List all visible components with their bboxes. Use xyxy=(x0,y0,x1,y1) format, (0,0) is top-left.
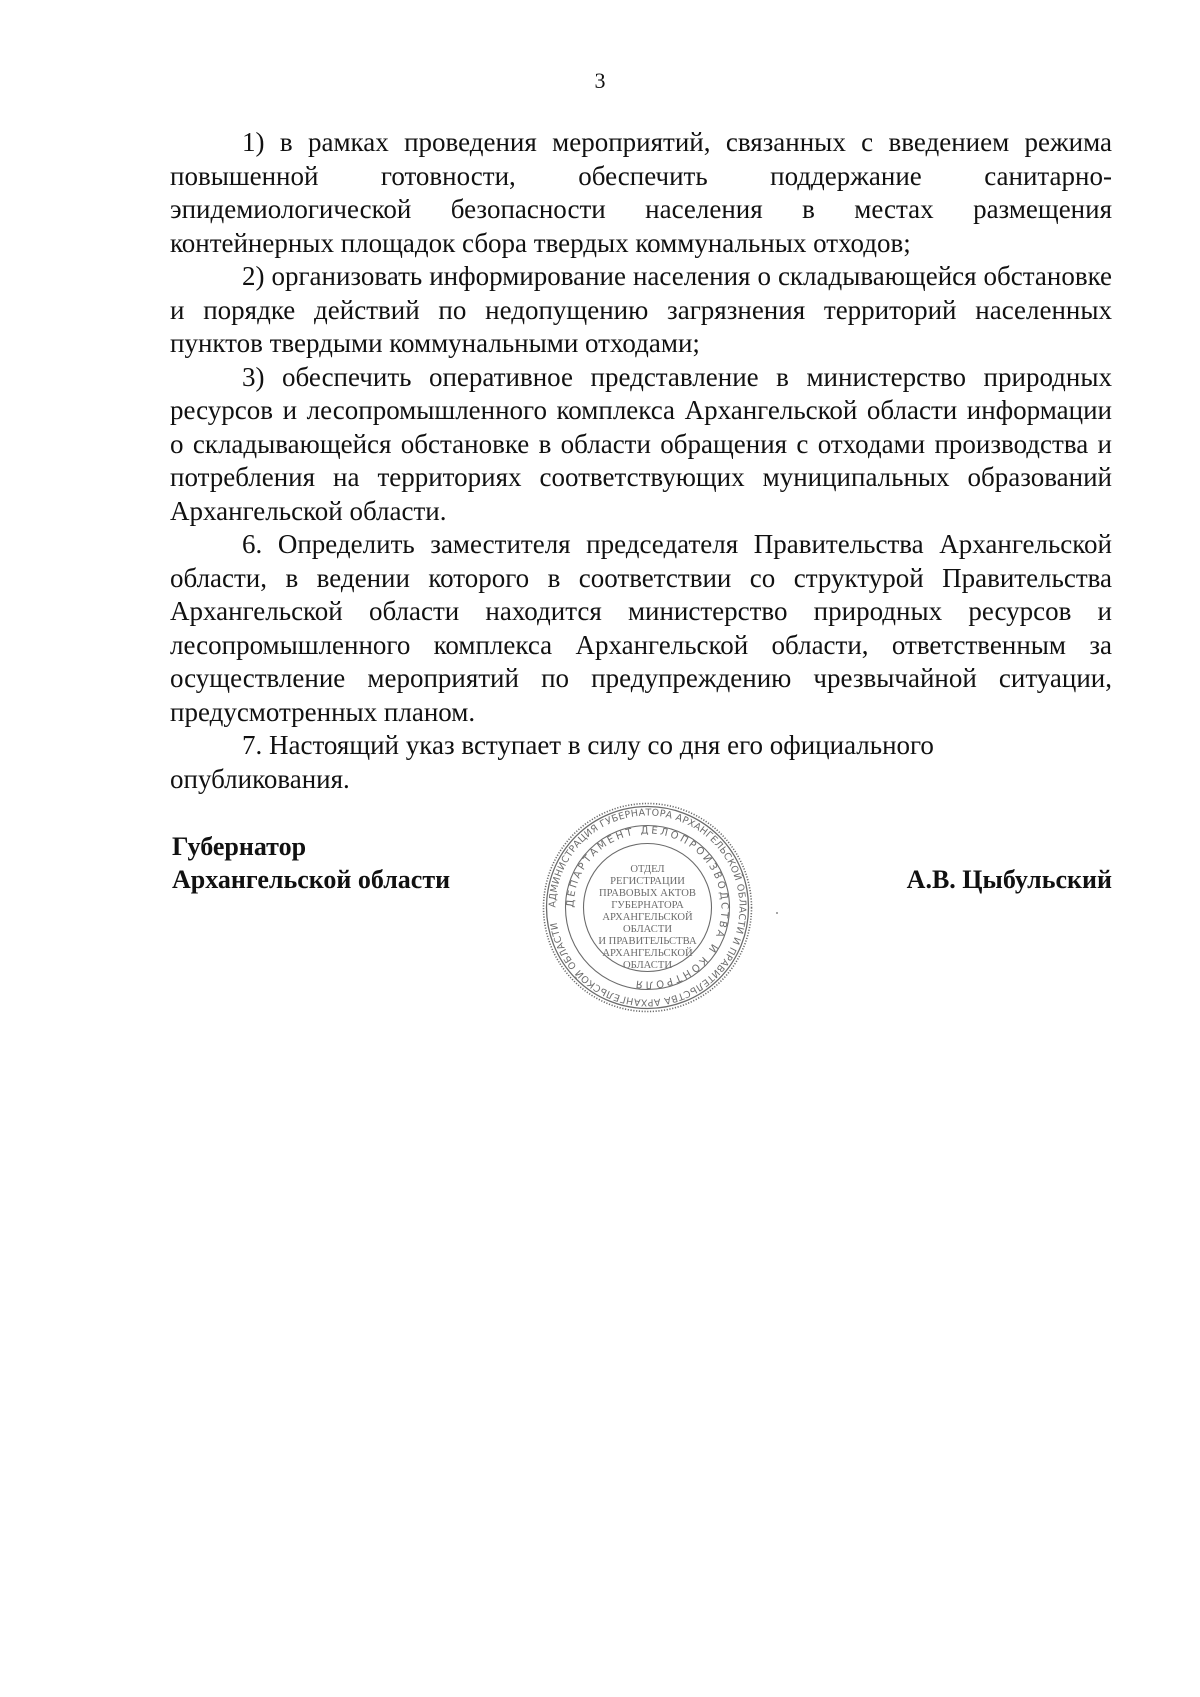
official-seal xyxy=(540,800,755,1015)
scan-speck xyxy=(776,912,778,914)
paragraph-item-6: 6. Определить заместителя председателя Правительства Архангельской области, в ведении которого в соответствии со структурой Правительства Архангельской области находится министерство природных ресурсов и лесопромышленного комплекса Архангельской области, ответственным за осуществление мероприятий по предупреждению чрезвычайной ситуации, предусмотренных планом. xyxy=(170,529,1112,727)
signatory-title xyxy=(172,830,450,896)
seal-inner-ring-text: ДЕПАРТАМЕНТ ДЕЛОПРОИЗВОДСТВА И КОНТРОЛЯ xyxy=(565,825,730,990)
paragraph-item-2: 2) организовать информирование населения о складывающейся обстановке и порядке действий по недопущению загрязнения территорий населенных пунктов твердыми коммунальными отходами; xyxy=(170,261,1112,358)
paragraph-item-7: 7. Настоящий указ вступает в силу со дня его официального опубликования. xyxy=(170,730,934,794)
seal-center-line: РЕГИСТРАЦИИ xyxy=(610,876,685,887)
seal-center-line: ПРАВОВЫХ АКТОВ xyxy=(599,888,696,899)
signatory-title-line-2: Архангельской области xyxy=(172,865,451,894)
seal-center-line: ОТДЕЛ xyxy=(630,864,665,875)
seal-center-line: ОБЛАСТИ xyxy=(623,960,672,971)
signatory-name: А.В. Цыбульский xyxy=(906,865,1112,894)
seal-center-line: И ПРАВИТЕЛЬСТВА xyxy=(598,936,697,947)
seal-center-line: ОБЛАСТИ xyxy=(623,924,672,935)
signatory-title-line-1: Губернатор xyxy=(172,832,307,861)
seal-center-line: ГУБЕРНАТОРА xyxy=(611,900,684,911)
paragraph-item-3: 3) обеспечить оперативное представление в министерство природных ресурсов и лесопромышленного комплекса Архангельской области информации о складывающейся обстановке в области обращения с отходами производства и потребления на территориях соответствующих муниципальных образований Архангельской области. xyxy=(170,361,1112,526)
paragraph-item-1: 1) в рамках проведения мероприятий, связанных с введением режима повышенной готовности, обеспечить поддержание санитарно-эпидемиологической безопасности населения в местах размещения контейнерных площадок сбора твердых коммунальных отходов; xyxy=(170,127,1112,258)
page-number: 3 xyxy=(594,68,606,93)
seal-center-line: АРХАНГЕЛЬСКОЙ xyxy=(602,912,693,923)
seal-center-line: АРХАНГЕЛЬСКОЙ xyxy=(602,948,693,959)
document-body xyxy=(170,126,1112,796)
seal-outer-ring-text: АДМИНИСТРАЦИЯ ГУБЕРНАТОРА АРХАНГЕЛЬСКОЙ ОБЛАСТИ И ПРАВИТЕЛЬСТВА АРХАНГЕЛЬСКОЙ ОБЛАСТИ xyxy=(547,807,748,1008)
